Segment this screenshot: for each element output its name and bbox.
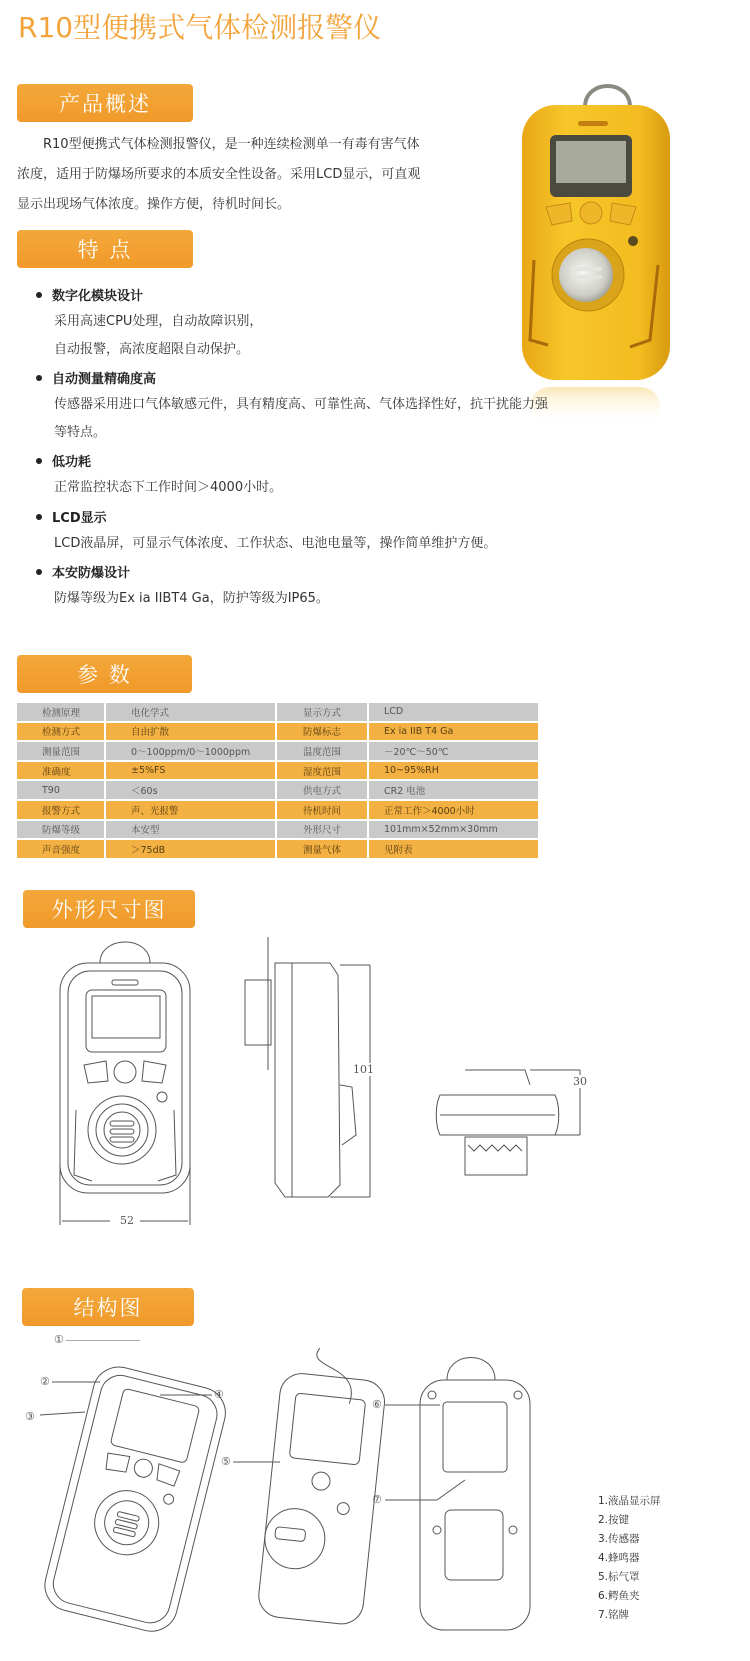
section-header-structure: 结构图: [22, 1288, 194, 1326]
feature-title-accuracy: 自动测量精确度高: [36, 368, 156, 387]
table-row: 报警方式 声、光报警 待机时间 正常工作＞4000小时: [17, 801, 540, 821]
callout-4: ④: [214, 1388, 224, 1401]
bullet-icon: [36, 375, 42, 381]
width-dimension-label: 52: [120, 1214, 134, 1227]
bullet-icon: [36, 569, 42, 575]
dimension-drawing: [40, 935, 640, 1225]
callout-5: ⑤: [221, 1455, 231, 1468]
callout-1: ①: [54, 1333, 64, 1346]
bullet-icon: [36, 458, 42, 464]
feature-title-lcd: LCD显示: [36, 507, 107, 526]
table-row: T90 ＜60s 供电方式 CR2 电池: [17, 781, 540, 801]
bullet-icon: [36, 514, 42, 520]
callout-7: ⑦: [372, 1493, 382, 1506]
feature-body-accuracy: 传感器采用进口气体敏感元件，具有精度高、可靠性高、气体选择性好，抗干扰能力强 等特点。: [54, 397, 549, 440]
structure-drawing: [0, 1333, 580, 1650]
feature-title-digital-module: 数字化模块设计: [36, 285, 143, 304]
legend-item: 4.蜂鸣器: [598, 1552, 640, 1564]
table-row: 检测方式 自由扩散 防爆标志 Ex ia IIB T4 Ga: [17, 723, 540, 743]
table-row: 防爆等级 本安型 外形尺寸 101mm×52mm×30mm: [17, 821, 540, 841]
callout-2: ②: [40, 1375, 50, 1388]
feature-body-lcd: LCD液晶屏，可显示气体浓度、工作状态、电池电量等，操作简单维护方便。: [54, 536, 497, 551]
page-title: R10型便携式气体检测报警仪: [18, 11, 382, 44]
feature-body-digital-module: 采用高速CPU处理，自动故障识别， 自动报警，高浓度超限自动保护。: [54, 314, 263, 357]
feature-body-low-power: 正常监控状态下工作时间＞4000小时。: [54, 480, 283, 495]
callout-3: ③: [25, 1410, 35, 1423]
feature-title-explosion-proof: 本安防爆设计: [36, 562, 130, 581]
callout-6: ⑥: [372, 1398, 382, 1411]
section-header-features: 特 点: [17, 230, 193, 268]
feature-body-explosion-proof: 防爆等级为Ex ia IIBT4 Ga，防护等级为IP65。: [54, 591, 329, 606]
structure-line-drawing: [0, 1340, 580, 1650]
overview-paragraph: [17, 130, 437, 220]
overview-line: 显示出现场气体浓度。操作方便，待机时间长。: [17, 197, 291, 212]
bullet-icon: [36, 292, 42, 298]
table-row: 测量范围 0～100ppm/0～1000ppm 温度范围 －20℃～50℃: [17, 742, 540, 762]
depth-dimension-label: 30: [573, 1075, 587, 1088]
params-table: [17, 703, 540, 860]
legend-item: 5.标气罩: [598, 1571, 640, 1583]
legend-item: 6.鳄鱼夹: [598, 1590, 640, 1602]
overview-line: 浓度，适用于防爆场所要求的本质安全性设备。采用LCD显示，可直观: [17, 167, 421, 182]
legend-item: 2.按键: [598, 1514, 630, 1526]
table-row: 声音强度 ＞75dB 测量气体 见附表: [17, 840, 540, 860]
table-row: 准确度 ±5%FS 湿度范围 10~95%RH: [17, 762, 540, 782]
table-row: 检测原理 电化学式 显示方式 LCD: [17, 703, 540, 723]
height-dimension-label: 101: [353, 1063, 374, 1076]
section-header-params: 参 数: [17, 655, 192, 693]
product-photo: [490, 75, 670, 425]
legend-item: 1.液晶显示屏: [598, 1495, 661, 1507]
gas-detector-device-image: [490, 75, 670, 425]
legend-item: 3.传感器: [598, 1533, 640, 1545]
dimension-line-drawing: [40, 935, 640, 1225]
feature-title-low-power: 低功耗: [36, 451, 91, 470]
section-header-overview: 产品概述: [17, 84, 193, 122]
section-header-dimensions: 外形尺寸图: [23, 890, 195, 928]
legend-item: 7.铭牌: [598, 1609, 630, 1621]
overview-line: R10型便携式气体检测报警仪，是一种连续检测单一有毒有害气体: [43, 137, 420, 152]
